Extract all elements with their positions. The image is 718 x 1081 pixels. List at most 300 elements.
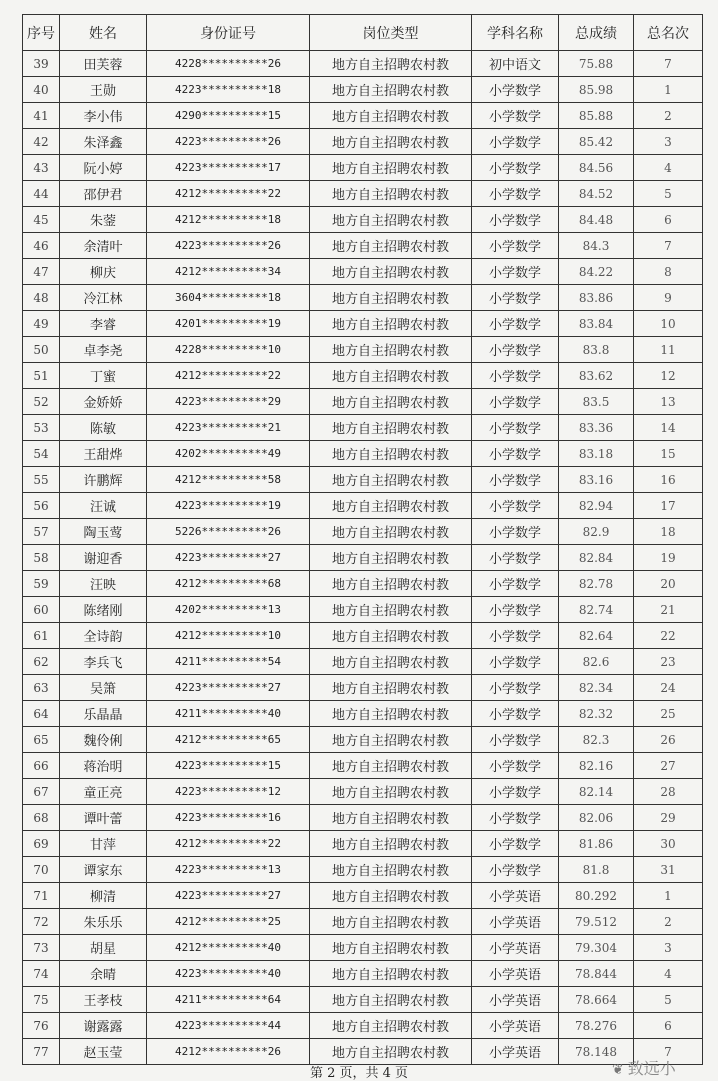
table-row	[23, 649, 703, 675]
cell-rank: 9	[634, 285, 703, 311]
table-row	[23, 233, 703, 259]
cell-name: 汪映	[60, 571, 147, 597]
cell-name: 乐晶晶	[60, 701, 147, 727]
table-row	[23, 831, 703, 857]
table-row	[23, 103, 703, 129]
cell-post: 地方自主招聘农村教	[310, 51, 472, 77]
cell-name: 朱乐乐	[60, 909, 147, 935]
cell-post: 地方自主招聘农村教	[310, 77, 472, 103]
cell-rank: 25	[634, 701, 703, 727]
cell-id: 4223**********27	[147, 545, 310, 571]
cell-seq: 48	[23, 285, 60, 311]
cell-post: 地方自主招聘农村教	[310, 935, 472, 961]
cell-id: 3604**********18	[147, 285, 310, 311]
cell-rank: 6	[634, 1013, 703, 1039]
cell-score: 82.9	[559, 519, 634, 545]
cell-score: 81.8	[559, 857, 634, 883]
cell-id: 4223**********19	[147, 493, 310, 519]
cell-score: 82.34	[559, 675, 634, 701]
cell-score: 78.276	[559, 1013, 634, 1039]
cell-post: 地方自主招聘农村教	[310, 337, 472, 363]
cell-id: 5226**********26	[147, 519, 310, 545]
cell-post: 地方自主招聘农村教	[310, 103, 472, 129]
header-post: 岗位类型	[310, 15, 472, 51]
cell-subject: 小学数学	[472, 597, 559, 623]
cell-rank: 7	[634, 1039, 703, 1065]
table-row	[23, 961, 703, 987]
cell-rank: 4	[634, 961, 703, 987]
table-header-row	[23, 15, 703, 51]
cell-score: 82.06	[559, 805, 634, 831]
cell-subject: 小学英语	[472, 987, 559, 1013]
cell-subject: 小学数学	[472, 389, 559, 415]
cell-subject: 小学数学	[472, 311, 559, 337]
cell-name: 余清叶	[60, 233, 147, 259]
watermark-text: 致远小	[627, 1059, 676, 1078]
cell-post: 地方自主招聘农村教	[310, 545, 472, 571]
cell-id: 4223**********29	[147, 389, 310, 415]
cell-subject: 小学数学	[472, 571, 559, 597]
cell-post: 地方自主招聘农村教	[310, 285, 472, 311]
cell-seq: 72	[23, 909, 60, 935]
cell-subject: 小学数学	[472, 857, 559, 883]
table-row	[23, 389, 703, 415]
cell-subject: 小学数学	[472, 623, 559, 649]
cell-id: 4223**********17	[147, 155, 310, 181]
cell-post: 地方自主招聘农村教	[310, 883, 472, 909]
wechat-icon: ❦	[612, 1062, 624, 1078]
cell-subject: 小学数学	[472, 233, 559, 259]
cell-post: 地方自主招聘农村教	[310, 441, 472, 467]
table-row	[23, 727, 703, 753]
cell-subject: 小学数学	[472, 207, 559, 233]
cell-id: 4223**********44	[147, 1013, 310, 1039]
header-name: 姓名	[60, 15, 147, 51]
cell-post: 地方自主招聘农村教	[310, 805, 472, 831]
cell-score: 85.98	[559, 77, 634, 103]
cell-id: 4212**********68	[147, 571, 310, 597]
cell-name: 谭叶蕾	[60, 805, 147, 831]
table-row	[23, 675, 703, 701]
cell-name: 王孝枝	[60, 987, 147, 1013]
table-row	[23, 857, 703, 883]
cell-post: 地方自主招聘农村教	[310, 597, 472, 623]
cell-subject: 小学数学	[472, 77, 559, 103]
cell-id: 4223**********12	[147, 779, 310, 805]
cell-score: 84.3	[559, 233, 634, 259]
cell-name: 冷江林	[60, 285, 147, 311]
cell-seq: 44	[23, 181, 60, 207]
cell-name: 朱蓥	[60, 207, 147, 233]
cell-score: 83.36	[559, 415, 634, 441]
cell-id: 4202**********49	[147, 441, 310, 467]
cell-rank: 2	[634, 103, 703, 129]
cell-name: 李睿	[60, 311, 147, 337]
cell-subject: 小学数学	[472, 155, 559, 181]
cell-seq: 56	[23, 493, 60, 519]
table-row	[23, 597, 703, 623]
cell-id: 4223**********15	[147, 753, 310, 779]
cell-post: 地方自主招聘农村教	[310, 181, 472, 207]
cell-score: 83.84	[559, 311, 634, 337]
cell-id: 4201**********19	[147, 311, 310, 337]
cell-score: 82.16	[559, 753, 634, 779]
cell-post: 地方自主招聘农村教	[310, 909, 472, 935]
cell-score: 80.292	[559, 883, 634, 909]
cell-seq: 73	[23, 935, 60, 961]
cell-post: 地方自主招聘农村教	[310, 233, 472, 259]
table-row	[23, 51, 703, 77]
cell-seq: 52	[23, 389, 60, 415]
cell-id: 4212**********10	[147, 623, 310, 649]
cell-name: 全诗韵	[60, 623, 147, 649]
table-row	[23, 129, 703, 155]
table-row	[23, 207, 703, 233]
cell-seq: 59	[23, 571, 60, 597]
cell-post: 地方自主招聘农村教	[310, 415, 472, 441]
cell-name: 陈绪刚	[60, 597, 147, 623]
cell-score: 83.62	[559, 363, 634, 389]
cell-name: 胡星	[60, 935, 147, 961]
cell-score: 85.42	[559, 129, 634, 155]
cell-rank: 13	[634, 389, 703, 415]
cell-post: 地方自主招聘农村教	[310, 467, 472, 493]
cell-score: 79.512	[559, 909, 634, 935]
cell-score: 78.844	[559, 961, 634, 987]
table-row	[23, 545, 703, 571]
cell-name: 丁蜜	[60, 363, 147, 389]
cell-seq: 60	[23, 597, 60, 623]
cell-subject: 小学英语	[472, 883, 559, 909]
table-row	[23, 1039, 703, 1065]
cell-post: 地方自主招聘农村教	[310, 363, 472, 389]
cell-id: 4212**********34	[147, 259, 310, 285]
table-row	[23, 337, 703, 363]
cell-rank: 7	[634, 233, 703, 259]
cell-score: 82.3	[559, 727, 634, 753]
cell-name: 柳清	[60, 883, 147, 909]
cell-seq: 47	[23, 259, 60, 285]
cell-seq: 41	[23, 103, 60, 129]
cell-name: 金娇娇	[60, 389, 147, 415]
cell-id: 4211**********40	[147, 701, 310, 727]
cell-id: 4211**********54	[147, 649, 310, 675]
cell-seq: 39	[23, 51, 60, 77]
cell-name: 甘萍	[60, 831, 147, 857]
cell-post: 地方自主招聘农村教	[310, 701, 472, 727]
cell-name: 许鹏辉	[60, 467, 147, 493]
cell-rank: 18	[634, 519, 703, 545]
cell-name: 谢露露	[60, 1013, 147, 1039]
cell-score: 84.52	[559, 181, 634, 207]
cell-id: 4212**********26	[147, 1039, 310, 1065]
cell-subject: 小学数学	[472, 259, 559, 285]
cell-post: 地方自主招聘农村教	[310, 649, 472, 675]
cell-score: 75.88	[559, 51, 634, 77]
cell-subject: 小学数学	[472, 363, 559, 389]
cell-id: 4223**********26	[147, 233, 310, 259]
cell-rank: 4	[634, 155, 703, 181]
cell-id: 4212**********22	[147, 831, 310, 857]
header-subject: 学科名称	[472, 15, 559, 51]
table-row	[23, 935, 703, 961]
cell-subject: 小学数学	[472, 753, 559, 779]
cell-rank: 27	[634, 753, 703, 779]
cell-seq: 42	[23, 129, 60, 155]
cell-score: 83.16	[559, 467, 634, 493]
cell-subject: 小学数学	[472, 103, 559, 129]
table-row	[23, 467, 703, 493]
table-row	[23, 753, 703, 779]
table-row	[23, 805, 703, 831]
cell-name: 邵伊君	[60, 181, 147, 207]
cell-rank: 15	[634, 441, 703, 467]
cell-rank: 30	[634, 831, 703, 857]
cell-rank: 2	[634, 909, 703, 935]
cell-seq: 76	[23, 1013, 60, 1039]
cell-score: 82.74	[559, 597, 634, 623]
table-row	[23, 519, 703, 545]
cell-subject: 小学数学	[472, 545, 559, 571]
cell-seq: 57	[23, 519, 60, 545]
cell-post: 地方自主招聘农村教	[310, 311, 472, 337]
cell-id: 4228**********10	[147, 337, 310, 363]
cell-rank: 22	[634, 623, 703, 649]
table-row	[23, 285, 703, 311]
cell-score: 82.94	[559, 493, 634, 519]
cell-rank: 11	[634, 337, 703, 363]
cell-seq: 50	[23, 337, 60, 363]
cell-rank: 10	[634, 311, 703, 337]
cell-name: 王勋	[60, 77, 147, 103]
cell-post: 地方自主招聘农村教	[310, 961, 472, 987]
cell-seq: 61	[23, 623, 60, 649]
cell-seq: 77	[23, 1039, 60, 1065]
cell-score: 82.32	[559, 701, 634, 727]
cell-subject: 小学数学	[472, 467, 559, 493]
cell-score: 84.22	[559, 259, 634, 285]
cell-id: 4202**********13	[147, 597, 310, 623]
cell-post: 地方自主招聘农村教	[310, 623, 472, 649]
cell-id: 4212**********18	[147, 207, 310, 233]
cell-name: 王甜烨	[60, 441, 147, 467]
cell-name: 汪诚	[60, 493, 147, 519]
cell-subject: 小学数学	[472, 181, 559, 207]
cell-id: 4223**********27	[147, 675, 310, 701]
cell-name: 李小伟	[60, 103, 147, 129]
cell-score: 82.84	[559, 545, 634, 571]
table-row	[23, 441, 703, 467]
page-footer: 第 2 页，共 4 页	[309, 1066, 409, 1081]
cell-rank: 29	[634, 805, 703, 831]
cell-subject: 小学数学	[472, 649, 559, 675]
header-score: 总成绩	[559, 15, 634, 51]
cell-name: 谢迎香	[60, 545, 147, 571]
cell-id: 4211**********64	[147, 987, 310, 1013]
cell-seq: 51	[23, 363, 60, 389]
cell-name: 童正亮	[60, 779, 147, 805]
table-row	[23, 623, 703, 649]
cell-seq: 46	[23, 233, 60, 259]
cell-name: 余晴	[60, 961, 147, 987]
table-row	[23, 181, 703, 207]
cell-rank: 5	[634, 987, 703, 1013]
cell-post: 地方自主招聘农村教	[310, 207, 472, 233]
header-rank: 总名次	[634, 15, 703, 51]
cell-id: 4223**********21	[147, 415, 310, 441]
cell-post: 地方自主招聘农村教	[310, 129, 472, 155]
table-row	[23, 77, 703, 103]
cell-rank: 23	[634, 649, 703, 675]
table-row	[23, 311, 703, 337]
cell-id: 4212**********22	[147, 181, 310, 207]
cell-score: 83.86	[559, 285, 634, 311]
table-body	[23, 51, 703, 1065]
cell-subject: 小学数学	[472, 675, 559, 701]
cell-rank: 16	[634, 467, 703, 493]
cell-id: 4212**********22	[147, 363, 310, 389]
cell-name: 陶玉莺	[60, 519, 147, 545]
cell-post: 地方自主招聘农村教	[310, 675, 472, 701]
cell-id: 4223**********26	[147, 129, 310, 155]
cell-seq: 43	[23, 155, 60, 181]
cell-name: 吴箫	[60, 675, 147, 701]
cell-seq: 63	[23, 675, 60, 701]
cell-seq: 67	[23, 779, 60, 805]
cell-rank: 7	[634, 51, 703, 77]
cell-score: 82.78	[559, 571, 634, 597]
cell-name: 陈敏	[60, 415, 147, 441]
cell-id: 4290**********15	[147, 103, 310, 129]
cell-subject: 小学数学	[472, 701, 559, 727]
table-row	[23, 493, 703, 519]
cell-score: 82.6	[559, 649, 634, 675]
cell-seq: 40	[23, 77, 60, 103]
cell-post: 地方自主招聘农村教	[310, 519, 472, 545]
cell-post: 地方自主招聘农村教	[310, 1013, 472, 1039]
cell-rank: 12	[634, 363, 703, 389]
cell-score: 82.14	[559, 779, 634, 805]
cell-subject: 小学数学	[472, 519, 559, 545]
table-row	[23, 779, 703, 805]
cell-post: 地方自主招聘农村教	[310, 779, 472, 805]
score-table-sheet	[22, 14, 702, 1065]
cell-subject: 小学数学	[472, 129, 559, 155]
cell-subject: 小学英语	[472, 909, 559, 935]
cell-post: 地方自主招聘农村教	[310, 1039, 472, 1065]
cell-rank: 1	[634, 77, 703, 103]
cell-post: 地方自主招聘农村教	[310, 493, 472, 519]
cell-rank: 3	[634, 129, 703, 155]
score-table	[22, 14, 703, 1065]
cell-id: 4223**********16	[147, 805, 310, 831]
table-row	[23, 415, 703, 441]
cell-seq: 75	[23, 987, 60, 1013]
cell-seq: 66	[23, 753, 60, 779]
cell-post: 地方自主招聘农村教	[310, 987, 472, 1013]
cell-score: 78.664	[559, 987, 634, 1013]
cell-rank: 17	[634, 493, 703, 519]
cell-name: 柳庆	[60, 259, 147, 285]
table-row	[23, 701, 703, 727]
cell-name: 蒋治明	[60, 753, 147, 779]
cell-rank: 3	[634, 935, 703, 961]
cell-score: 83.5	[559, 389, 634, 415]
cell-rank: 6	[634, 207, 703, 233]
table-row	[23, 987, 703, 1013]
cell-rank: 26	[634, 727, 703, 753]
cell-subject: 小学英语	[472, 1013, 559, 1039]
cell-rank: 8	[634, 259, 703, 285]
cell-post: 地方自主招聘农村教	[310, 571, 472, 597]
cell-seq: 54	[23, 441, 60, 467]
cell-subject: 小学英语	[472, 935, 559, 961]
cell-score: 79.304	[559, 935, 634, 961]
cell-post: 地方自主招聘农村教	[310, 259, 472, 285]
cell-score: 83.18	[559, 441, 634, 467]
cell-subject: 小学数学	[472, 727, 559, 753]
cell-seq: 69	[23, 831, 60, 857]
table-row	[23, 1013, 703, 1039]
cell-post: 地方自主招聘农村教	[310, 857, 472, 883]
cell-seq: 68	[23, 805, 60, 831]
cell-rank: 1	[634, 883, 703, 909]
cell-subject: 小学数学	[472, 493, 559, 519]
cell-subject: 小学数学	[472, 415, 559, 441]
cell-subject: 小学数学	[472, 805, 559, 831]
cell-id: 4212**********65	[147, 727, 310, 753]
cell-name: 李兵飞	[60, 649, 147, 675]
cell-name: 魏伶俐	[60, 727, 147, 753]
cell-rank: 28	[634, 779, 703, 805]
cell-subject: 小学数学	[472, 831, 559, 857]
cell-post: 地方自主招聘农村教	[310, 831, 472, 857]
cell-seq: 74	[23, 961, 60, 987]
table-row	[23, 155, 703, 181]
table-row	[23, 909, 703, 935]
cell-name: 朱泽鑫	[60, 129, 147, 155]
cell-rank: 5	[634, 181, 703, 207]
table-row	[23, 883, 703, 909]
cell-id: 4223**********13	[147, 857, 310, 883]
cell-subject: 小学数学	[472, 337, 559, 363]
cell-post: 地方自主招聘农村教	[310, 155, 472, 181]
table-row	[23, 571, 703, 597]
cell-seq: 49	[23, 311, 60, 337]
cell-post: 地方自主招聘农村教	[310, 727, 472, 753]
cell-score: 81.86	[559, 831, 634, 857]
cell-subject: 小学英语	[472, 961, 559, 987]
cell-seq: 45	[23, 207, 60, 233]
cell-seq: 71	[23, 883, 60, 909]
cell-subject: 小学数学	[472, 285, 559, 311]
cell-id: 4228**********26	[147, 51, 310, 77]
cell-score: 84.56	[559, 155, 634, 181]
cell-name: 阮小婷	[60, 155, 147, 181]
cell-id: 4212**********25	[147, 909, 310, 935]
cell-post: 地方自主招聘农村教	[310, 753, 472, 779]
cell-name: 田芙蓉	[60, 51, 147, 77]
cell-id: 4223**********18	[147, 77, 310, 103]
cell-post: 地方自主招聘农村教	[310, 389, 472, 415]
cell-score: 82.64	[559, 623, 634, 649]
cell-score: 83.8	[559, 337, 634, 363]
watermark	[612, 1056, 676, 1079]
cell-id: 4223**********27	[147, 883, 310, 909]
cell-seq: 70	[23, 857, 60, 883]
cell-subject: 初中语文	[472, 51, 559, 77]
cell-rank: 19	[634, 545, 703, 571]
